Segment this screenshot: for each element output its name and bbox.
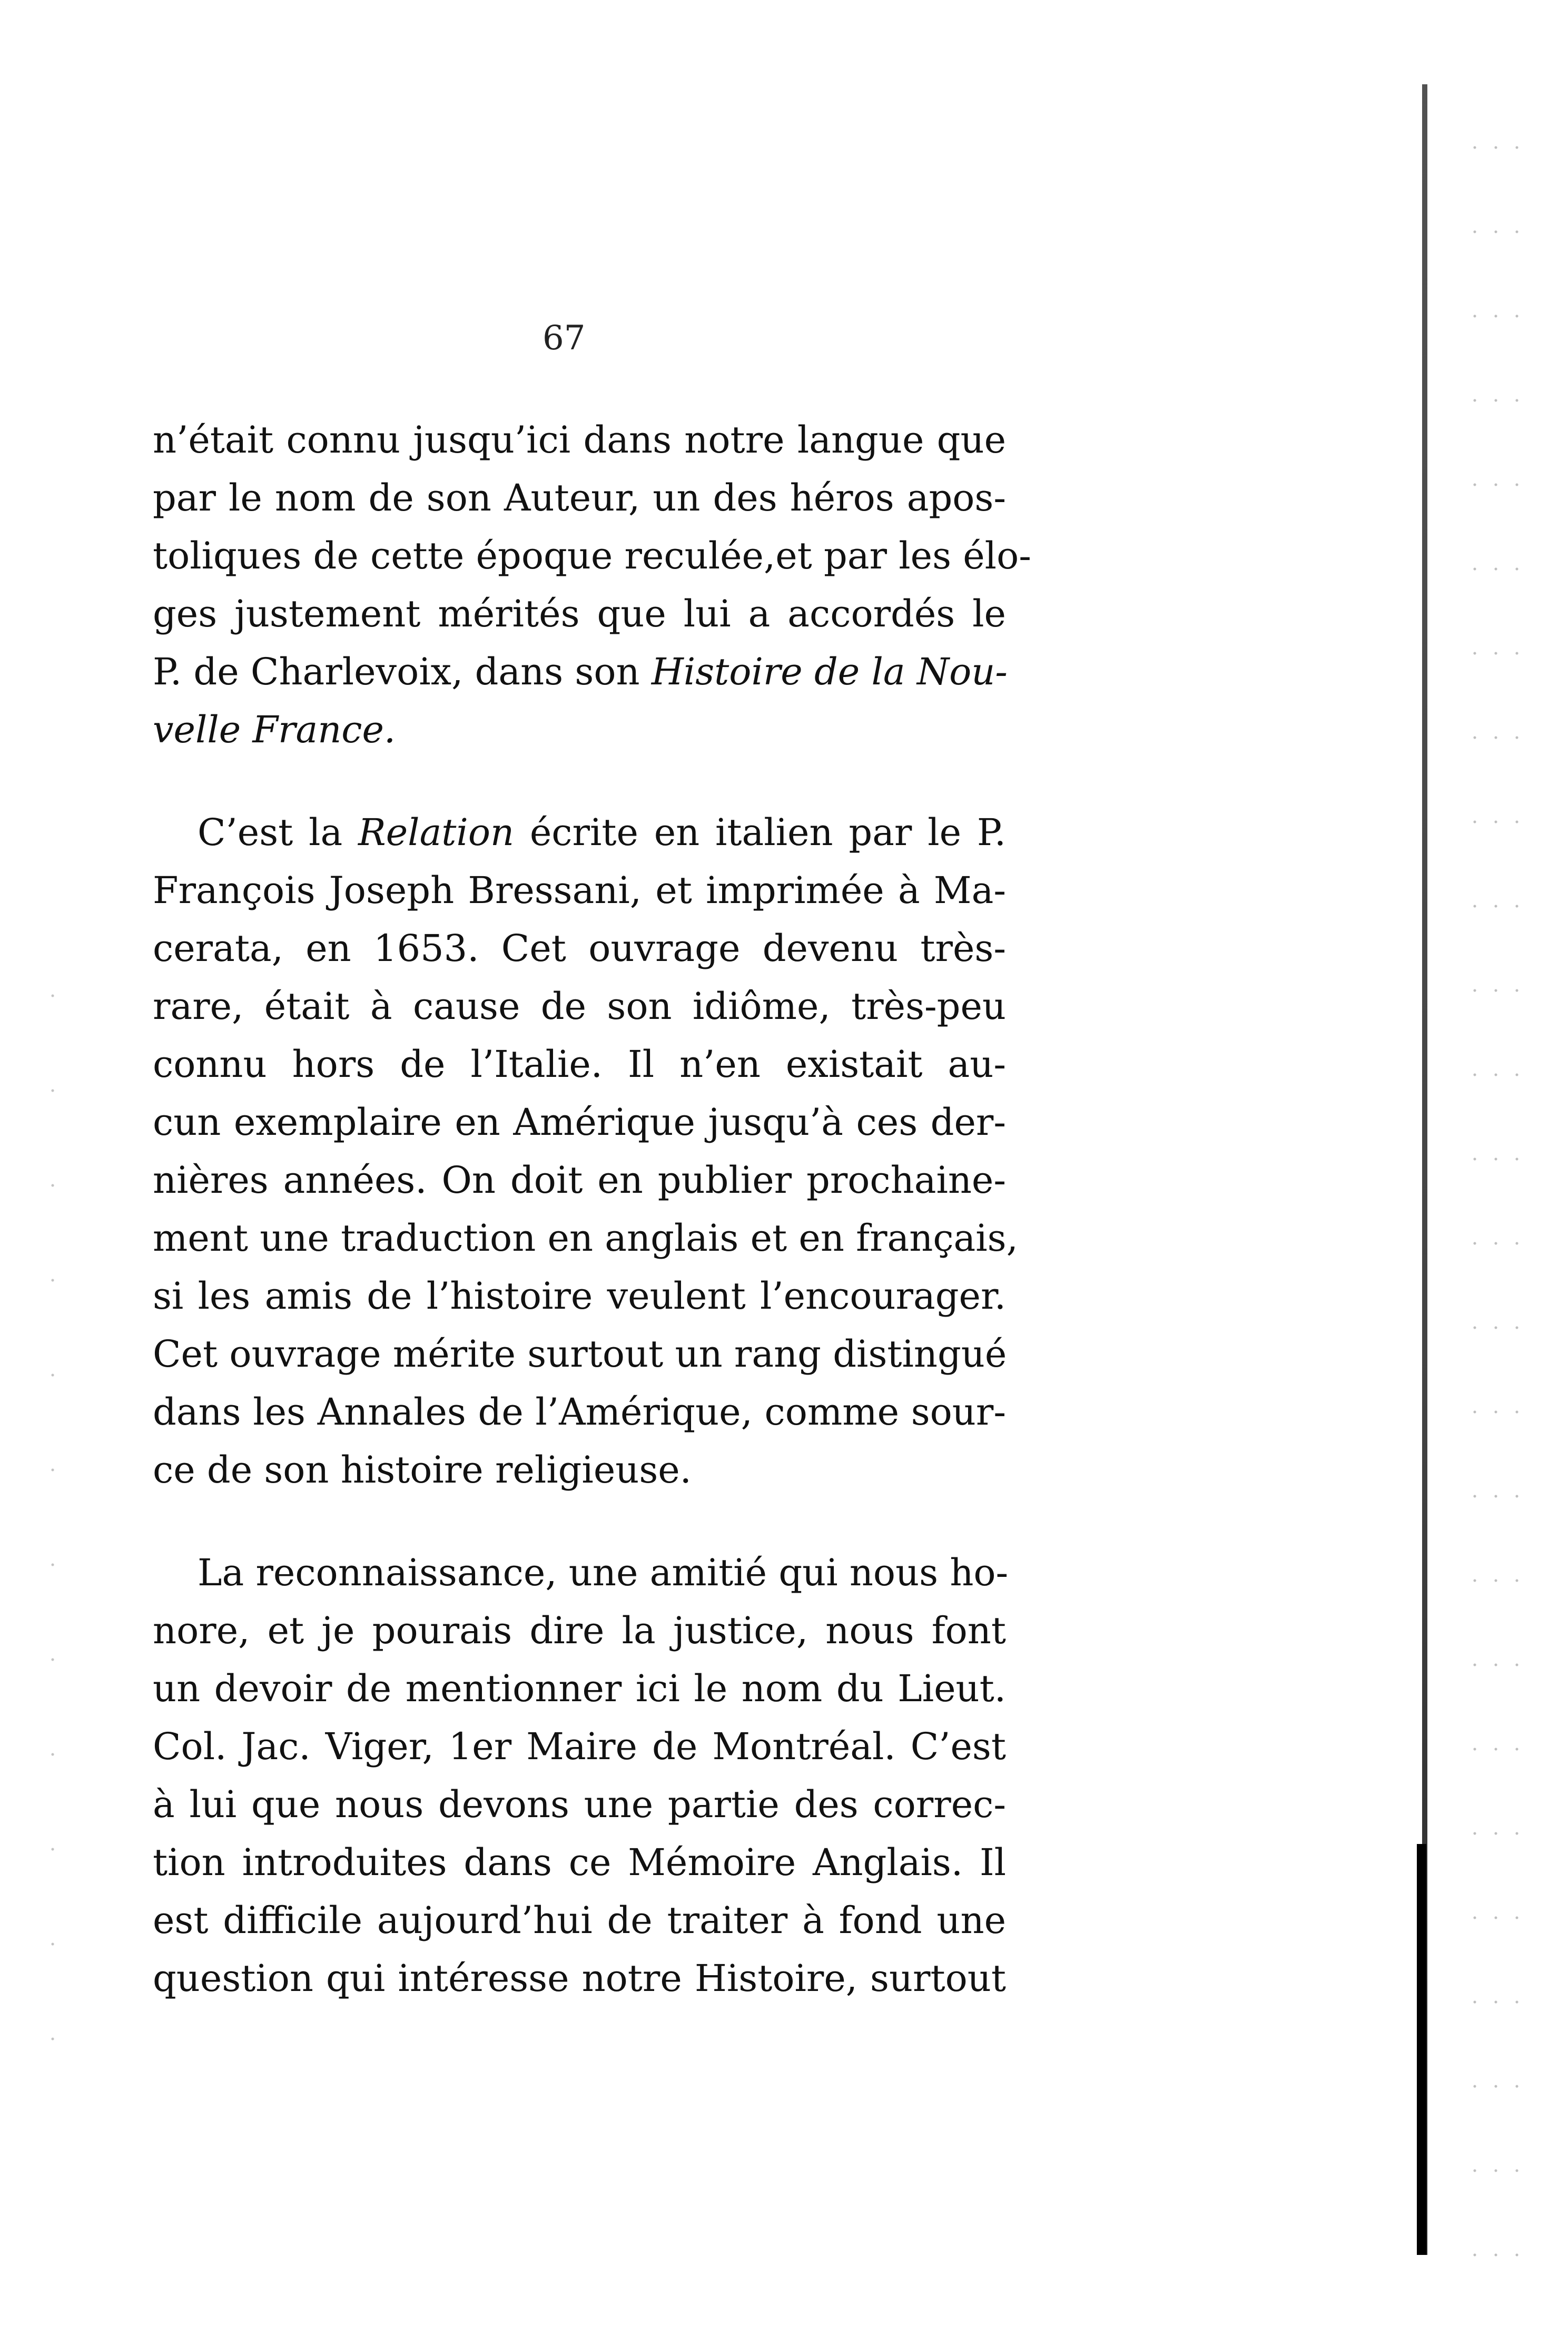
text-line <box>153 1151 1006 1209</box>
line-text: ce de son histoire religieuse. <box>153 1448 692 1492</box>
text-line <box>153 1383 1006 1441</box>
line-text: ment une traduction en anglais et en français, <box>153 1217 1018 1260</box>
line-text: n’était connu jusqu’ici dans notre langue que <box>153 418 1006 462</box>
line-text: dans les Annales de l’Amérique, comme sour- <box>153 1390 1006 1434</box>
text-line <box>153 919 1006 977</box>
text-line <box>153 861 1006 919</box>
line-text: cun exemplaire en Amérique jusqu’à ces der- <box>153 1101 1006 1144</box>
line-text: est difficile aujourd’hui de traiter à fond une <box>153 1899 1006 1942</box>
text-line <box>153 1833 1006 1891</box>
text-line <box>153 1718 1006 1775</box>
text-line <box>153 1602 1006 1660</box>
line-text: C’est la <box>198 811 359 854</box>
text-line <box>153 1267 1006 1325</box>
body-text <box>153 411 1031 2007</box>
margin-specks <box>47 948 58 2107</box>
text-line <box>153 803 1006 861</box>
text-line <box>153 1093 1006 1151</box>
text-line <box>153 527 1031 585</box>
line-text: P. de Charlevoix, dans son <box>153 650 652 693</box>
line-text: La reconnaissance, une amitié qui nous ho- <box>198 1551 1009 1594</box>
text-line <box>153 469 1006 527</box>
line-text: écrite en italien par le P. <box>514 811 1006 854</box>
text-line <box>153 1891 1006 1949</box>
text-line <box>153 1325 1006 1383</box>
page-number: 67 <box>543 319 586 358</box>
text-line <box>153 1441 1006 1499</box>
text-line <box>153 701 1006 759</box>
text-line <box>153 1544 1009 1602</box>
line-text: toliques de cette époque reculée,et par les élo- <box>153 534 1031 577</box>
text-line <box>153 1775 1006 1833</box>
line-text: François Joseph Bressani, et imprimée à Ma- <box>153 869 1006 912</box>
text-line <box>153 411 1006 469</box>
text-line <box>153 1209 1018 1267</box>
edge-specks <box>1464 105 1527 2265</box>
page-binding-shadow <box>1417 1844 1426 2255</box>
paragraph-gap <box>153 759 1006 803</box>
line-text: connu hors de l’Italie. Il n’en existait au- <box>153 1043 1006 1086</box>
line-text: à lui que nous devons une partie des correc- <box>153 1783 1006 1826</box>
line-text: rare, était à cause de son idiôme, très-peu <box>153 985 1006 1028</box>
line-text: tion introduites dans ce Mémoire Anglais. Il <box>153 1841 1006 1884</box>
line-text: Cet ouvrage mérite surtout un rang distingué <box>153 1332 1007 1376</box>
text-line <box>153 977 1006 1035</box>
line-text: cerata, en 1653. Cet ouvrage devenu très- <box>153 927 1006 970</box>
line-text: par le nom de son Auteur, un des héros apos- <box>153 476 1006 519</box>
line-text: Col. Jac. Viger, 1er Maire de Montréal. C’est <box>153 1725 1006 1768</box>
paragraph-gap <box>153 1499 1006 1544</box>
line-text: ges justement mérités que lui a accordés le <box>153 592 1006 635</box>
text-line <box>153 1035 1006 1093</box>
text-line <box>153 585 1006 643</box>
line-text: si les amis de l’histoire veulent l’encourager. <box>153 1274 1006 1318</box>
line-text: question qui intéresse notre Histoire, surtout <box>153 1957 1006 2000</box>
text-line <box>153 1949 1006 2007</box>
line-text: nore, et je pourais dire la justice, nous font <box>153 1609 1006 1652</box>
italic-title: Relation <box>358 811 515 854</box>
italic-title: Histoire de la Nou- <box>651 650 1008 693</box>
italic-title: velle France. <box>153 708 396 751</box>
text-line <box>153 643 1006 701</box>
line-text: nières années. On doit en publier prochaine- <box>153 1159 1006 1202</box>
text-line <box>153 1660 1006 1718</box>
line-text: un devoir de mentionner ici le nom du Lieut. <box>153 1667 1006 1710</box>
